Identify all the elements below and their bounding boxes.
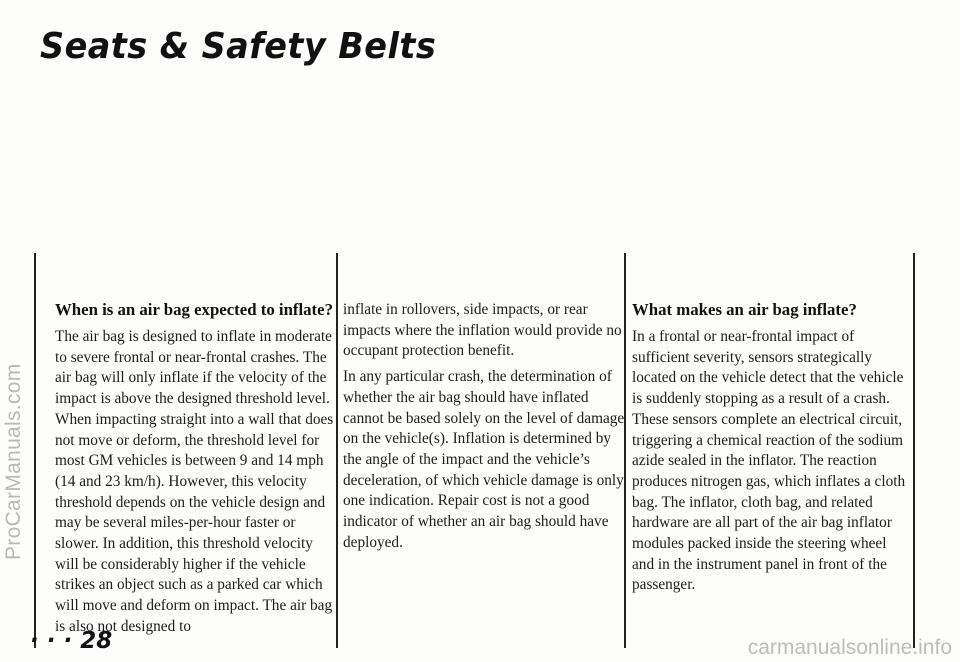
section-heading-inflate-expected: When is an air bag expected to inflate? — [55, 300, 333, 319]
side-watermark: ProCarManuals.com — [2, 363, 25, 560]
paragraph: inflate in rollovers, side impacts, or rear impacts where the inflation would provide no occupant protection benefit. — [343, 301, 622, 360]
page-number: · · · 28 — [30, 628, 113, 654]
bottom-watermark: carmanualsonline.info — [747, 636, 952, 659]
column-rule-right — [913, 253, 915, 648]
column-rule-left — [34, 253, 36, 648]
paragraph: In any particular crash, the determination of whether the air bag should have inflated cannot be based solely on the level of damage on the vehicle(s). Inflation is determined by the angle of the impact and the vehicle’s deceleration, of which vehicle damage is only one indication. Repair cost is not a good indicator of whether an air bag should have deployed. — [343, 368, 625, 551]
paragraph: In a frontal or near-frontal impact of sufficient severity, sensors strategically located on the vehicle detect that the vehicle is suddenly stopping as a result of a crash. These sensors complete an electrical circuit, triggering a chemical reaction of the sodium azide sealed in the inflator. The reaction produces nitrogen gas, which inflates a cloth bag. The inflator, cloth bag, and related hardware are all part of the air bag inflator modules packed inside the steering wheel and in the instrument panel in front of the passenger. — [632, 328, 906, 594]
column-1 — [55, 300, 339, 643]
section-heading-what-makes-inflate: What makes an air bag inflate? — [632, 300, 857, 319]
column-3 — [632, 300, 912, 601]
column-2 — [343, 300, 627, 558]
paragraph: The air bag is designed to inflate in moderate to severe frontal or near-frontal crashes. The air bag will only inflate if the velocity of the impact is above the designed threshold level. When impacting straight into a wall that does not move or deform, the threshold level for most GM vehicles is between 9 and 14 mph (14 and 23 km/h). However, this velocity threshold depends on the vehicle design and may be several miles-per-hour faster or slower. In addition, this threshold velocity will be considerably higher if the vehicle strikes an object such as a parked car which will move and deform on impact. The air bag is also not designed to — [55, 328, 334, 635]
page-title: Seats & Safety Belts — [40, 26, 437, 67]
